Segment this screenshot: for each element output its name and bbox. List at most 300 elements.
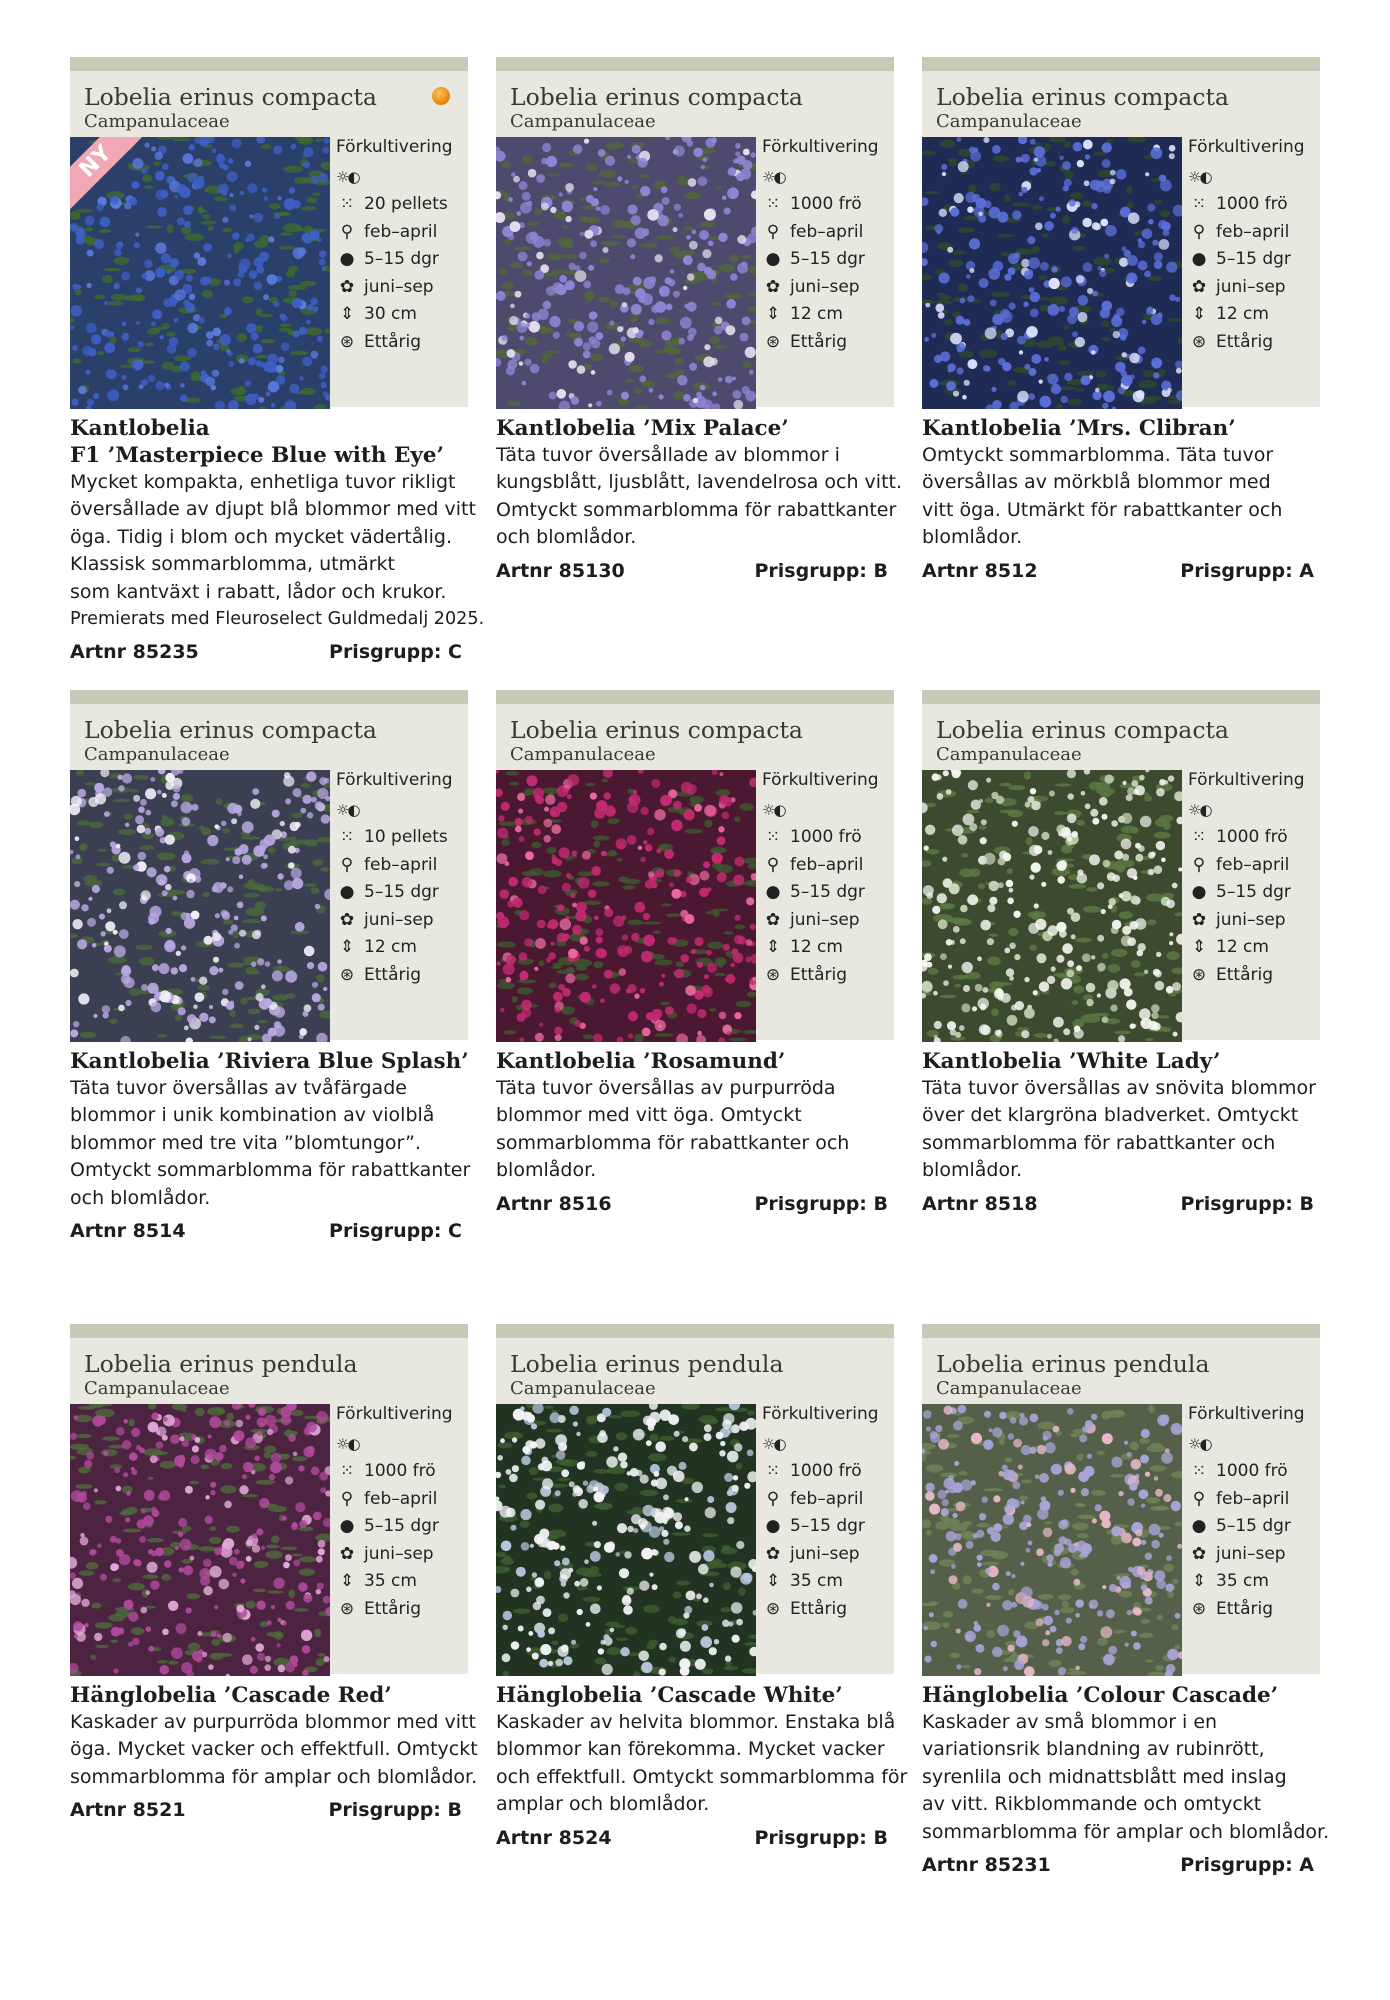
bloom-icon: ✿ bbox=[339, 276, 355, 297]
info-header: Förkultivering bbox=[336, 1404, 453, 1424]
product-description bbox=[922, 1709, 1330, 1846]
info-row-seeds bbox=[336, 191, 466, 219]
price-group: Prisgrupp: B bbox=[754, 559, 888, 582]
product-title: Kantlobelia ’Rosamund’ bbox=[496, 1049, 786, 1074]
flower-photo bbox=[496, 1404, 756, 1676]
height-icon: ⇕ bbox=[765, 1571, 781, 1592]
product-title: Hänglobelia ’Cascade Red’ bbox=[70, 1683, 392, 1708]
seeds-icon: ⁙ bbox=[1191, 1461, 1207, 1482]
header-bar bbox=[922, 690, 1320, 704]
card-header bbox=[70, 690, 468, 1040]
description-line: blommor i unik kombination av violblå bbox=[70, 1104, 435, 1127]
info-row-sun bbox=[1188, 796, 1318, 824]
product-photo bbox=[70, 1404, 330, 1676]
info-row-seeds bbox=[1188, 1458, 1318, 1486]
seeds-icon: ⁙ bbox=[765, 827, 781, 848]
header-bar bbox=[496, 690, 894, 704]
description-line: blomlådor. bbox=[922, 526, 1023, 549]
info-value: Ettårig bbox=[790, 1598, 847, 1619]
latin-name: Lobelia erinus pendula bbox=[84, 1350, 358, 1378]
sun-icon: ☼◐ bbox=[1188, 167, 1211, 186]
info-row-germ bbox=[1188, 1513, 1318, 1541]
family-name: Campanulaceae bbox=[84, 1378, 230, 1399]
info-row-sun bbox=[336, 796, 466, 824]
header-bar bbox=[70, 57, 468, 71]
info-value: 35 cm bbox=[1216, 1571, 1269, 1592]
info-value: 1000 frö bbox=[1216, 1461, 1288, 1482]
info-value: feb–april bbox=[1216, 854, 1290, 875]
description-line: syrenlila och midnattsblått med inslag bbox=[922, 1765, 1287, 1788]
latin-name: Lobelia erinus compacta bbox=[84, 716, 377, 744]
description-line: öga. Mycket vacker och effektfull. Omtyckt bbox=[70, 1738, 478, 1761]
description-line: blomlådor. bbox=[922, 1159, 1023, 1182]
seeds-icon: ⁙ bbox=[339, 1461, 355, 1482]
product-description bbox=[496, 1075, 894, 1185]
info-row-germ bbox=[762, 879, 892, 907]
latin-name: Lobelia erinus compacta bbox=[510, 83, 803, 111]
info-row-sun bbox=[336, 1430, 466, 1458]
info-value: feb–april bbox=[790, 221, 864, 242]
family-name: Campanulaceae bbox=[510, 744, 656, 765]
product-card bbox=[70, 690, 471, 1243]
info-row-seeds bbox=[762, 824, 892, 852]
info-value: 5–15 dgr bbox=[1216, 882, 1291, 903]
info-row-sun bbox=[1188, 163, 1318, 191]
description-line: av vitt. Rikblommande och omtyckt bbox=[922, 1793, 1262, 1816]
card-header bbox=[922, 1324, 1320, 1674]
info-value: 5–15 dgr bbox=[364, 1516, 439, 1537]
info-row-bloom bbox=[1188, 906, 1318, 934]
info-value: 12 cm bbox=[1216, 937, 1269, 958]
flower-photo bbox=[496, 770, 756, 1042]
germination-icon: ● bbox=[339, 249, 355, 270]
price-group: Prisgrupp: C bbox=[329, 641, 462, 664]
article-number: Artnr 85235 bbox=[70, 641, 199, 664]
bloom-icon: ✿ bbox=[765, 1543, 781, 1564]
description-line: översållade av djupt blå blommor med vitt bbox=[70, 498, 476, 521]
seeds-icon: ⁙ bbox=[339, 827, 355, 848]
info-value: juni–sep bbox=[1216, 1543, 1286, 1564]
info-row-life bbox=[336, 328, 466, 356]
product-card bbox=[70, 1324, 478, 1822]
product-subtitle: F1 ’Masterpiece Blue with Eye’ bbox=[70, 443, 445, 468]
info-value: 30 cm bbox=[364, 304, 417, 325]
info-value: Ettårig bbox=[1216, 1598, 1273, 1619]
award-note: Premierats med Fleuroselect Guldmedalj 2025. bbox=[70, 609, 485, 630]
info-row-bloom bbox=[762, 1540, 892, 1568]
info-value: 1000 frö bbox=[1216, 827, 1288, 848]
info-row-sun bbox=[762, 796, 892, 824]
info-row-bloom bbox=[336, 273, 466, 301]
info-row-sow bbox=[762, 1485, 892, 1513]
product-footer bbox=[922, 1193, 1320, 1215]
info-header: Förkultivering bbox=[1188, 137, 1305, 157]
bloom-icon: ✿ bbox=[765, 276, 781, 297]
latin-name: Lobelia erinus pendula bbox=[510, 1350, 784, 1378]
family-name: Campanulaceae bbox=[84, 111, 230, 132]
bloom-icon: ✿ bbox=[339, 909, 355, 930]
cultivation-info bbox=[762, 137, 892, 356]
height-icon: ⇕ bbox=[1191, 304, 1207, 325]
product-photo bbox=[496, 137, 756, 409]
info-value: juni–sep bbox=[790, 909, 860, 930]
latin-name: Lobelia erinus compacta bbox=[510, 716, 803, 744]
annual-icon: ⊛ bbox=[339, 964, 355, 985]
info-value: juni–sep bbox=[790, 276, 860, 297]
price-group: Prisgrupp: A bbox=[1180, 1854, 1314, 1877]
info-value: 1000 frö bbox=[790, 194, 862, 215]
description-line: amplar och blomlådor. bbox=[496, 1793, 710, 1816]
description-line: kungsblått, ljusblått, lavendelrosa och vitt. bbox=[496, 471, 903, 494]
info-value: feb–april bbox=[364, 1488, 438, 1509]
description-line: sommarblomma för rabattkanter och bbox=[496, 1131, 850, 1154]
article-number: Artnr 8516 bbox=[496, 1192, 612, 1215]
sowing-icon: ⚲ bbox=[1192, 221, 1206, 242]
product-footer bbox=[70, 1799, 468, 1821]
info-value: Ettårig bbox=[364, 1598, 421, 1619]
info-row-seeds bbox=[1188, 824, 1318, 852]
info-value: 5–15 dgr bbox=[1216, 1516, 1291, 1537]
flower-photo bbox=[496, 137, 756, 409]
article-number: Artnr 8514 bbox=[70, 1220, 186, 1243]
cultivation-info bbox=[1188, 137, 1318, 356]
info-row-height bbox=[336, 934, 466, 962]
info-value: feb–april bbox=[790, 1488, 864, 1509]
description-line: variationsrik blandning av rubinrött, bbox=[922, 1738, 1265, 1761]
article-number: Artnr 8521 bbox=[70, 1799, 186, 1822]
price-group: Prisgrupp: B bbox=[1180, 1192, 1314, 1215]
info-header: Förkultivering bbox=[762, 1404, 879, 1424]
info-row-sun bbox=[762, 1430, 892, 1458]
product-card bbox=[70, 57, 485, 664]
info-row-sun bbox=[1188, 1430, 1318, 1458]
info-row-bloom bbox=[762, 273, 892, 301]
annual-icon: ⊛ bbox=[1191, 964, 1207, 985]
info-row-height bbox=[762, 934, 892, 962]
info-row-life bbox=[762, 1595, 892, 1623]
description-line: blomlådor. bbox=[496, 1159, 597, 1182]
germination-icon: ● bbox=[339, 1516, 355, 1537]
sowing-icon: ⚲ bbox=[766, 1488, 780, 1509]
info-value: feb–april bbox=[1216, 1488, 1290, 1509]
annual-icon: ⊛ bbox=[765, 1598, 781, 1619]
price-group: Prisgrupp: B bbox=[754, 1826, 888, 1849]
description-line: översållas av mörkblå blommor med bbox=[922, 471, 1271, 494]
info-row-germ bbox=[1188, 879, 1318, 907]
info-row-seeds bbox=[1188, 191, 1318, 219]
header-bar bbox=[496, 57, 894, 71]
description-line: Mycket kompakta, enhetliga tuvor rikligt bbox=[70, 471, 456, 493]
height-icon: ⇕ bbox=[339, 304, 355, 325]
info-row-life bbox=[1188, 961, 1318, 989]
latin-name: Lobelia erinus compacta bbox=[936, 716, 1229, 744]
germination-icon: ● bbox=[1191, 1516, 1207, 1537]
product-photo bbox=[496, 770, 756, 1042]
description-line: Täta tuvor översållas av snövita blommor bbox=[922, 1077, 1316, 1099]
product-description bbox=[70, 1709, 478, 1791]
family-name: Campanulaceae bbox=[936, 1378, 1082, 1399]
annual-icon: ⊛ bbox=[765, 331, 781, 352]
sowing-icon: ⚲ bbox=[1192, 1488, 1206, 1509]
flower-photo bbox=[922, 137, 1182, 409]
info-value: 5–15 dgr bbox=[364, 882, 439, 903]
info-row-sow bbox=[762, 851, 892, 879]
product-description bbox=[496, 1709, 908, 1819]
seeds-icon: ⁙ bbox=[765, 1461, 781, 1482]
description-line: och blomlådor. bbox=[70, 1186, 211, 1209]
germination-icon: ● bbox=[765, 1516, 781, 1537]
info-row-seeds bbox=[762, 191, 892, 219]
info-value: feb–april bbox=[790, 854, 864, 875]
sowing-icon: ⚲ bbox=[340, 854, 354, 875]
card-header bbox=[70, 57, 468, 407]
description-line: Omtyckt sommarblomma för rabattkanter bbox=[70, 1159, 471, 1182]
article-number: Artnr 8524 bbox=[496, 1826, 612, 1849]
info-value: Ettårig bbox=[1216, 331, 1273, 352]
info-row-bloom bbox=[336, 1540, 466, 1568]
info-row-germ bbox=[336, 1513, 466, 1541]
description-line: Täta tuvor översållade av blommor i bbox=[496, 444, 840, 466]
latin-name: Lobelia erinus compacta bbox=[84, 83, 377, 111]
product-card bbox=[922, 57, 1320, 582]
info-row-life bbox=[1188, 1595, 1318, 1623]
info-value: Ettårig bbox=[364, 331, 421, 352]
info-value: 10 pellets bbox=[364, 827, 448, 848]
info-value: 5–15 dgr bbox=[790, 1516, 865, 1537]
height-icon: ⇕ bbox=[339, 1571, 355, 1592]
article-number: Artnr 85231 bbox=[922, 1854, 1051, 1877]
card-header bbox=[922, 57, 1320, 407]
latin-name: Lobelia erinus pendula bbox=[936, 1350, 1210, 1378]
new-badge: NY bbox=[70, 137, 149, 215]
description-line: Omtyckt sommarblomma för rabattkanter bbox=[496, 498, 897, 521]
family-name: Campanulaceae bbox=[510, 111, 656, 132]
info-row-bloom bbox=[1188, 273, 1318, 301]
info-value: feb–april bbox=[364, 854, 438, 875]
family-name: Campanulaceae bbox=[936, 744, 1082, 765]
info-row-height bbox=[1188, 301, 1318, 329]
new-variety-dot-icon bbox=[432, 87, 450, 105]
product-photo bbox=[922, 137, 1182, 409]
info-row-seeds bbox=[762, 1458, 892, 1486]
info-row-life bbox=[762, 961, 892, 989]
bloom-icon: ✿ bbox=[1191, 276, 1207, 297]
height-icon: ⇕ bbox=[1191, 937, 1207, 958]
info-row-germ bbox=[762, 1513, 892, 1541]
description-line: blommor kan förekomma. Mycket vacker bbox=[496, 1738, 885, 1761]
info-value: 1000 frö bbox=[790, 1461, 862, 1482]
info-value: 1000 frö bbox=[1216, 194, 1288, 215]
product-footer bbox=[70, 1220, 468, 1242]
article-number: Artnr 85130 bbox=[496, 559, 625, 582]
sowing-icon: ⚲ bbox=[340, 1488, 354, 1509]
product-footer bbox=[922, 1854, 1320, 1876]
info-header: Förkultivering bbox=[336, 770, 453, 790]
product-footer bbox=[922, 560, 1320, 582]
product-title: Kantlobelia ’Mrs. Clibran’ bbox=[922, 416, 1236, 441]
description-line: Kaskader av purpurröda blommor med vitt bbox=[70, 1711, 476, 1733]
annual-icon: ⊛ bbox=[339, 331, 355, 352]
seeds-icon: ⁙ bbox=[1191, 827, 1207, 848]
info-value: juni–sep bbox=[364, 276, 434, 297]
germination-icon: ● bbox=[1191, 249, 1207, 270]
price-group: Prisgrupp: B bbox=[328, 1799, 462, 1822]
info-value: juni–sep bbox=[364, 1543, 434, 1564]
product-card bbox=[922, 690, 1320, 1215]
sun-icon: ☼◐ bbox=[336, 800, 359, 819]
info-header: Förkultivering bbox=[1188, 1404, 1305, 1424]
info-value: 20 pellets bbox=[364, 194, 448, 215]
description-line: och blomlådor. bbox=[496, 526, 637, 549]
info-value: 35 cm bbox=[364, 1571, 417, 1592]
header-bar bbox=[70, 1324, 468, 1338]
germination-icon: ● bbox=[765, 249, 781, 270]
product-title: Kantlobelia ’White Lady’ bbox=[922, 1049, 1221, 1074]
product-photo bbox=[922, 770, 1182, 1042]
flower-photo bbox=[70, 770, 330, 1042]
product-photo bbox=[70, 137, 330, 409]
cultivation-info bbox=[1188, 1404, 1318, 1623]
info-value: juni–sep bbox=[1216, 909, 1286, 930]
description-line: Kaskader av helvita blommor. Enstaka blå bbox=[496, 1711, 896, 1733]
info-row-bloom bbox=[1188, 1540, 1318, 1568]
info-row-sow bbox=[1188, 1485, 1318, 1513]
product-description bbox=[70, 1075, 471, 1212]
info-value: Ettårig bbox=[364, 964, 421, 985]
sowing-icon: ⚲ bbox=[766, 854, 780, 875]
flower-photo bbox=[70, 137, 330, 409]
product-description bbox=[922, 1075, 1320, 1185]
info-row-bloom bbox=[336, 906, 466, 934]
sun-icon: ☼◐ bbox=[1188, 1434, 1211, 1453]
card-header bbox=[70, 1324, 468, 1674]
description-line: sommarblomma för amplar och blomlådor. bbox=[70, 1765, 478, 1788]
price-group: Prisgrupp: C bbox=[329, 1220, 462, 1243]
product-photo bbox=[496, 1404, 756, 1676]
height-icon: ⇕ bbox=[765, 937, 781, 958]
sun-icon: ☼◐ bbox=[336, 167, 359, 186]
product-description bbox=[70, 469, 485, 633]
info-row-height bbox=[1188, 1568, 1318, 1596]
info-value: 35 cm bbox=[790, 1571, 843, 1592]
product-photo bbox=[922, 1404, 1182, 1676]
description-line: Täta tuvor översållas av purpurröda bbox=[496, 1077, 836, 1099]
card-header bbox=[922, 690, 1320, 1040]
cultivation-info bbox=[336, 770, 466, 989]
info-value: juni–sep bbox=[364, 909, 434, 930]
info-row-bloom bbox=[762, 906, 892, 934]
annual-icon: ⊛ bbox=[1191, 331, 1207, 352]
bloom-icon: ✿ bbox=[1191, 1543, 1207, 1564]
product-photo bbox=[70, 770, 330, 1042]
flower-photo bbox=[922, 1404, 1182, 1676]
info-value: Ettårig bbox=[790, 331, 847, 352]
info-row-sow bbox=[1188, 851, 1318, 879]
info-value: 12 cm bbox=[364, 937, 417, 958]
info-value: juni–sep bbox=[1216, 276, 1286, 297]
description-line: öga. Tidig i blom och mycket vädertålig. bbox=[70, 525, 453, 548]
header-bar bbox=[922, 1324, 1320, 1338]
description-line: blommor med vitt öga. Omtyckt bbox=[496, 1104, 802, 1127]
sun-icon: ☼◐ bbox=[762, 167, 785, 186]
info-row-height bbox=[336, 1568, 466, 1596]
product-card bbox=[922, 1324, 1330, 1877]
product-description bbox=[922, 442, 1320, 552]
info-header: Förkultivering bbox=[1188, 770, 1305, 790]
info-row-life bbox=[1188, 328, 1318, 356]
flower-photo bbox=[922, 770, 1182, 1042]
description-line: sommarblomma för rabattkanter och bbox=[922, 1131, 1276, 1154]
info-row-germ bbox=[1188, 246, 1318, 274]
description-line: Klassisk sommarblomma, utmärkt bbox=[70, 553, 396, 576]
info-value: 12 cm bbox=[790, 304, 843, 325]
info-value: 5–15 dgr bbox=[1216, 249, 1291, 270]
info-value: 12 cm bbox=[1216, 304, 1269, 325]
description-line: blommor med tre vita ”blomtungor”. bbox=[70, 1131, 422, 1154]
germination-icon: ● bbox=[339, 882, 355, 903]
germination-icon: ● bbox=[1191, 882, 1207, 903]
header-bar bbox=[70, 690, 468, 704]
info-row-height bbox=[336, 301, 466, 329]
product-footer bbox=[496, 1827, 894, 1849]
sun-icon: ☼◐ bbox=[336, 1434, 359, 1453]
info-row-seeds bbox=[336, 824, 466, 852]
info-header: Förkultivering bbox=[336, 137, 453, 157]
info-header: Förkultivering bbox=[762, 770, 879, 790]
annual-icon: ⊛ bbox=[1191, 1598, 1207, 1619]
product-card bbox=[496, 690, 894, 1215]
info-row-seeds bbox=[336, 1458, 466, 1486]
annual-icon: ⊛ bbox=[339, 1598, 355, 1619]
info-value: Ettårig bbox=[790, 964, 847, 985]
bloom-icon: ✿ bbox=[765, 909, 781, 930]
product-card bbox=[496, 1324, 908, 1849]
cultivation-info bbox=[336, 137, 466, 356]
description-line: sommarblomma för amplar och blomlådor. bbox=[922, 1820, 1330, 1843]
product-title: Hänglobelia ’Cascade White’ bbox=[496, 1683, 843, 1708]
description-line: som kantväxt i rabatt, lådor och krukor. bbox=[70, 580, 447, 603]
info-row-sow bbox=[1188, 218, 1318, 246]
description-line: och effektfull. Omtyckt sommarblomma för bbox=[496, 1765, 908, 1788]
annual-icon: ⊛ bbox=[765, 964, 781, 985]
sowing-icon: ⚲ bbox=[1192, 854, 1206, 875]
info-value: Ettårig bbox=[1216, 964, 1273, 985]
cultivation-info bbox=[1188, 770, 1318, 989]
info-row-height bbox=[762, 1568, 892, 1596]
product-footer bbox=[70, 641, 468, 663]
info-row-sow bbox=[336, 218, 466, 246]
bloom-icon: ✿ bbox=[339, 1543, 355, 1564]
description-line: vitt öga. Utmärkt för rabattkanter och bbox=[922, 498, 1283, 521]
info-value: 1000 frö bbox=[364, 1461, 436, 1482]
info-row-life bbox=[336, 1595, 466, 1623]
header-bar bbox=[496, 1324, 894, 1338]
price-group: Prisgrupp: A bbox=[1180, 559, 1314, 582]
sowing-icon: ⚲ bbox=[766, 221, 780, 242]
info-row-sow bbox=[762, 218, 892, 246]
cultivation-info bbox=[762, 1404, 892, 1623]
info-row-life bbox=[762, 328, 892, 356]
article-number: Artnr 8518 bbox=[922, 1192, 1038, 1215]
info-value: 5–15 dgr bbox=[364, 249, 439, 270]
product-description bbox=[496, 442, 903, 552]
info-value: juni–sep bbox=[790, 1543, 860, 1564]
info-row-germ bbox=[336, 879, 466, 907]
height-icon: ⇕ bbox=[339, 937, 355, 958]
sowing-icon: ⚲ bbox=[340, 221, 354, 242]
product-footer bbox=[496, 560, 894, 582]
sun-icon: ☼◐ bbox=[762, 800, 785, 819]
